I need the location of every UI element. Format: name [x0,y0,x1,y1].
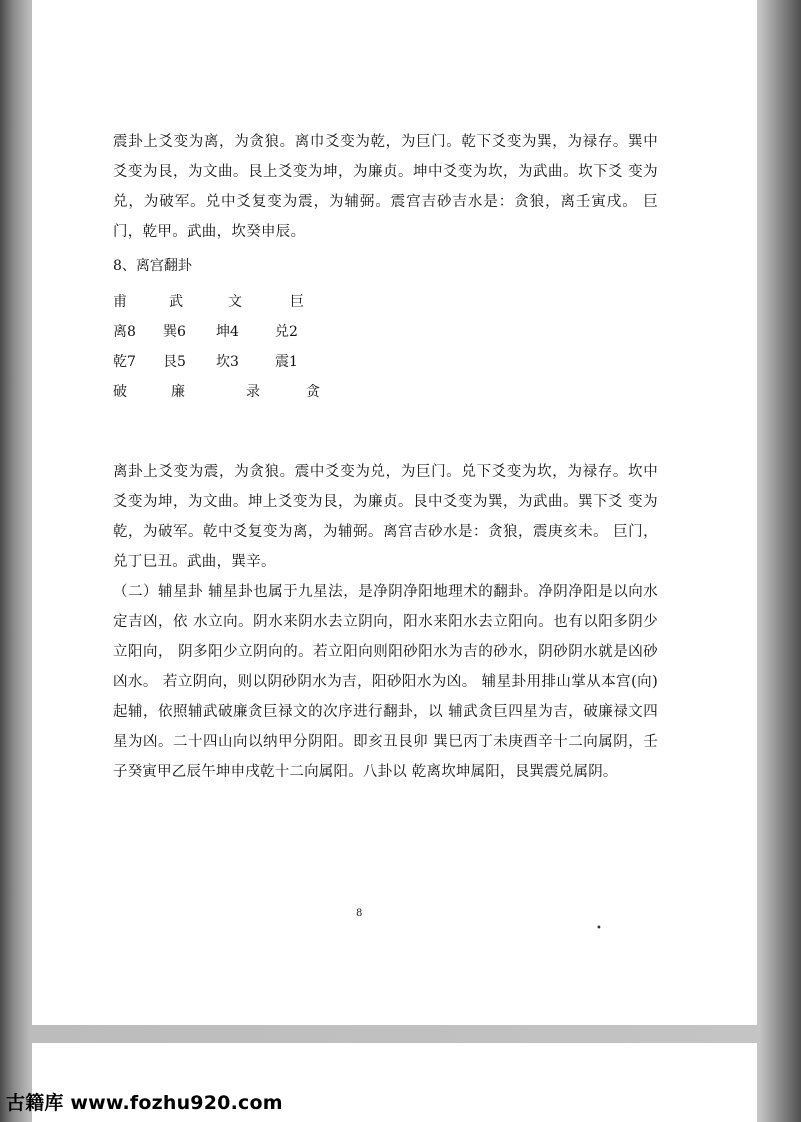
li-gua-table-cell: 兑2 [275,324,298,340]
li-gua-table-cell: 坤4 [216,324,239,340]
scan-speck: • [596,923,602,934]
li-gua-table-cell: 廉 [171,384,185,400]
paragraph-li-fan-gua: 离卦上爻变为震，为贪狼。震中爻变为兑，为巨门。兑下爻变为坎，为禄存。坎中爻变为坤，为文曲。坤上爻变为艮，为廉贞。艮中爻变为巽，为武曲。巽下爻 变为乾，为破军。乾中爻复变为离，为辅弼。离宫吉砂水是：贪狼，震庚亥未。 巨门，兑丁巳丑。武曲，巽辛。 [113,464,658,570]
li-gua-table-cell: 录 [246,384,260,400]
page-number: 8 [356,908,363,919]
li-gua-table-row [113,317,333,347]
li-gua-table-cell: 震1 [275,354,298,370]
li-gua-table-cell: 武 [169,294,183,310]
li-gua-table-row [113,287,333,317]
li-gua-table-cell: 艮5 [163,354,186,370]
li-gua-table-cell: 文 [228,294,242,310]
li-gua-table-cell: 巽6 [163,324,186,340]
li-gua-table-row [113,377,333,407]
site-watermark: 古籍库 www.fozhu920.com [6,1092,283,1114]
li-gua-table-row [113,347,333,377]
section-heading: 8、离宫翻卦 [113,258,192,274]
li-gua-table-cell: 贪 [306,384,320,400]
li-gua-table-cell: 离8 [113,324,136,340]
li-gua-table-cell: 破 [113,384,127,400]
paragraph-zhen-fan-gua: 震卦上爻变为离，为贪狼。离巾爻变为乾，为巨门。乾下爻变为巽，为禄存。巽中爻变为艮，为文曲。艮上爻变为坤，为廉贞。坤中爻变为坎，为武曲。坎下爻 变为兑，为破军。兑中爻复变为震，为辅弼。震宫吉砂吉水是：贪狼，离壬寅戌。 巨门，乾甲。武曲，坎癸申辰。 [113,134,658,240]
li-gua-table-cell: 甫 [113,294,127,310]
li-gua-table-cell: 巨 [290,294,304,310]
paragraph-fu-xing-gua: （二）辅星卦 辅星卦也属于九星法，是净阴净阳地理术的翻卦。净阴净阳是以向水定吉凶，依 水立向。阴水来阴水去立阴向，阳水来阳水去立阳向。也有以阳多阴少立阳向， 阴多阳少立阴向的。若立阳向则阳砂阳水为吉的砂水，阴砂阴水就是凶砂凶水。 若立阴向，则以阴砂阴水为吉，阳砂阳水为凶。 辅星卦用排山掌从本宫(向)起辅，依照辅武破廉贪巨禄文的次序进行翻卦，以 辅武贪巨四星为吉，破廉禄文四星为凶。二十四山向以纳甲分阴阳。即亥丑艮卯 巽巳丙丁未庚酉辛十二向属阴，壬子癸寅甲乙辰午坤申戌乾十二向属阳。八卦以 乾离坎坤属阳，艮巽震兑属阴。 [113,584,658,780]
li-gua-table-cell: 乾7 [113,354,136,370]
li-gua-table-cell: 坎3 [216,354,239,370]
